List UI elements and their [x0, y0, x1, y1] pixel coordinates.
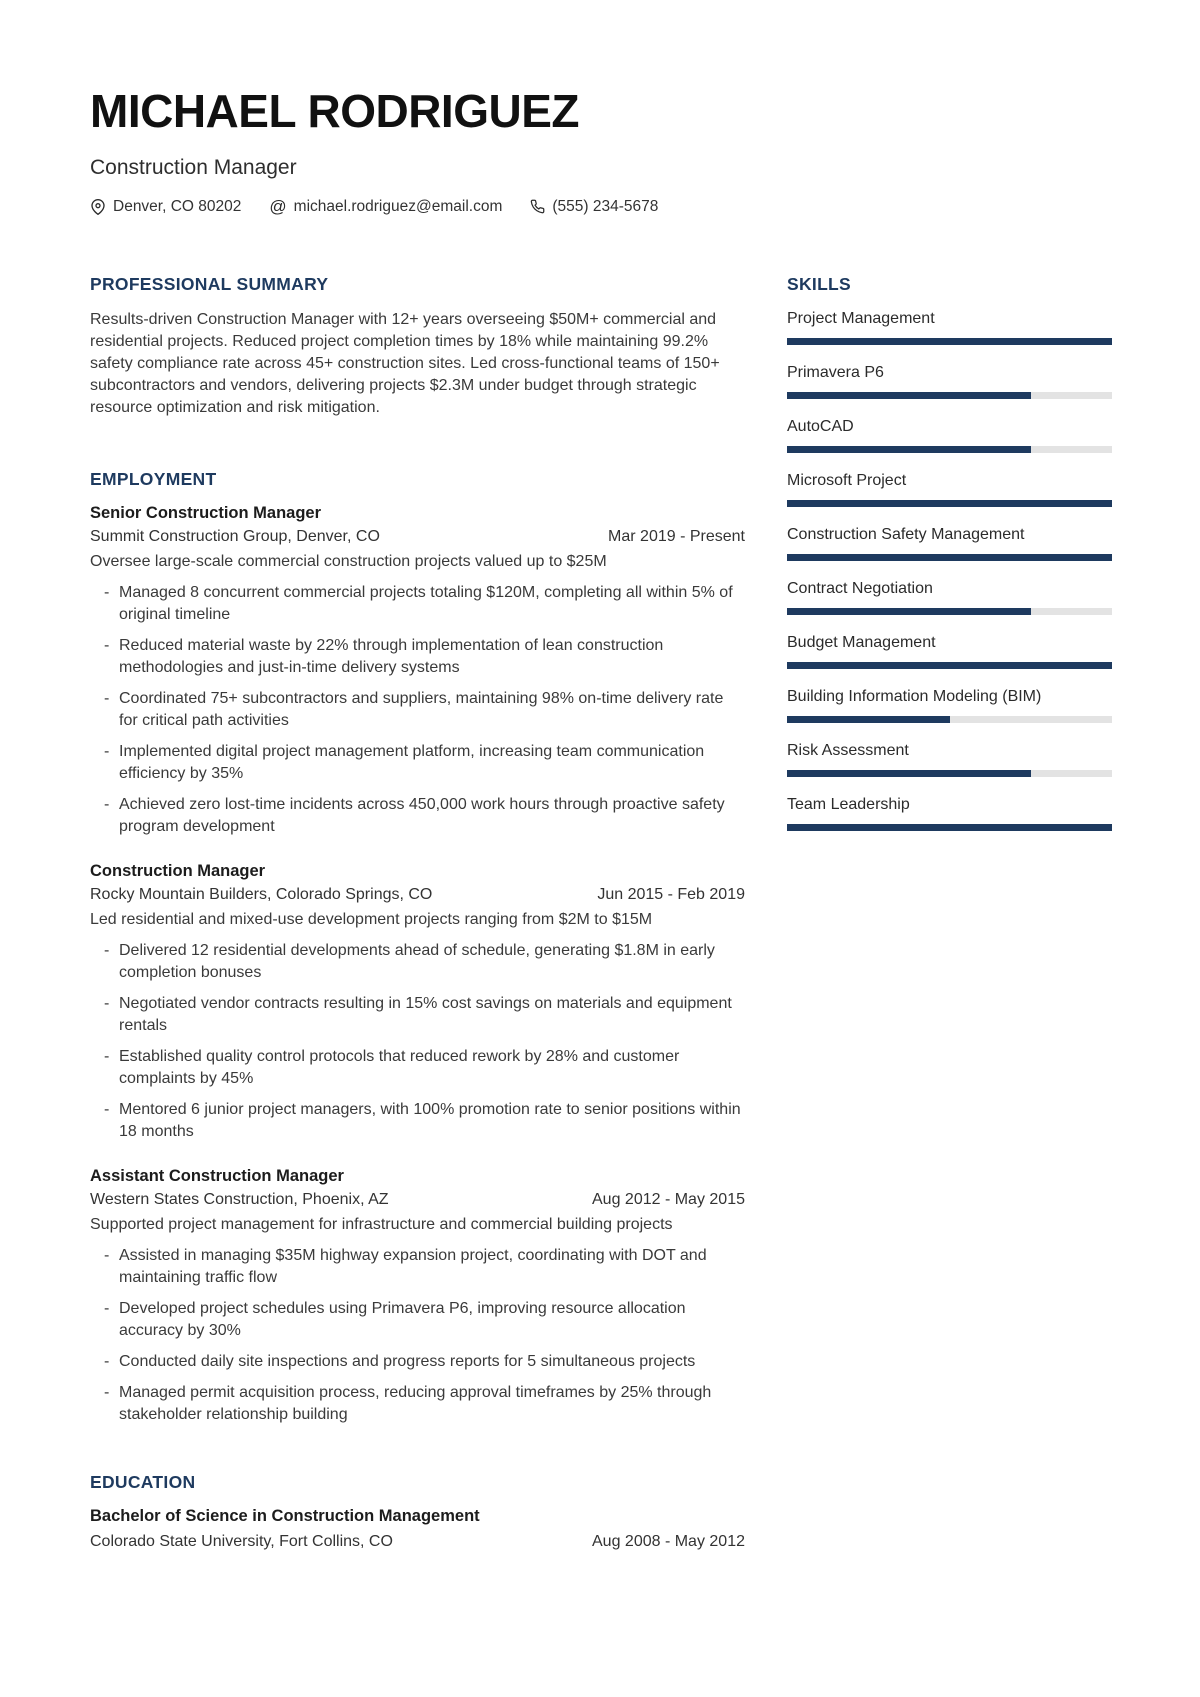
skill-bar: [787, 824, 1112, 831]
location-pin-icon: [90, 199, 106, 215]
job-bullet: - Achieved zero lost-time incidents across 450,000 work hours through proactive safety program development: [90, 794, 745, 838]
job-company-row: [90, 528, 745, 546]
job-bullet: - Reduced material waste by 22% through implementation of lean construction methodologies and just-in-time delivery systems: [90, 635, 745, 679]
skill-bar: [787, 662, 1112, 669]
summary-heading: PROFESSIONAL SUMMARY: [90, 273, 329, 294]
job-company-row: [90, 1191, 745, 1209]
skill-label: Building Information Modeling (BIM): [787, 687, 1042, 705]
skill-bar: [787, 392, 1112, 399]
job-bullet: - Established quality control protocols that reduced rework by 28% and customer complaints by 45%: [90, 1046, 745, 1090]
skill-bar: [787, 446, 1112, 453]
skill-item: [787, 741, 1112, 777]
job-company-row: [90, 886, 745, 904]
skill-label: Risk Assessment: [787, 741, 909, 759]
email-at-icon: @: [269, 197, 287, 217]
job-company: Western States Construction, Phoenix, AZ: [90, 1190, 389, 1208]
skill-label: Primavera P6: [787, 363, 884, 381]
job-title: Construction Manager: [90, 861, 266, 880]
skill-bar-fill: [787, 662, 1112, 669]
skill-bar-fill: [787, 770, 1031, 777]
contact-location: [90, 198, 241, 216]
skill-item: [787, 363, 1112, 399]
skill-bar: [787, 338, 1112, 345]
job-title: Assistant Construction Manager: [90, 1166, 344, 1185]
jobs-list: [90, 504, 745, 1426]
contact-phone: [530, 198, 658, 216]
contact-email: [269, 198, 502, 216]
education-school: Colorado State University, Fort Collins, CO: [90, 1532, 393, 1550]
skill-bar-fill: [787, 608, 1031, 615]
job-bullet: - Conducted daily site inspections and progress reports for 5 simultaneous projects: [90, 1351, 745, 1373]
job-bullets: [90, 582, 745, 838]
skill-item: [787, 579, 1112, 615]
section-education: [90, 1472, 745, 1551]
skill-bar-fill: [787, 554, 1112, 561]
skills-list: [787, 309, 1112, 831]
job-description: Supported project management for infrastructure and commercial building projects: [90, 1215, 673, 1233]
skill-bar-fill: [787, 716, 950, 723]
skill-label: Budget Management: [787, 633, 936, 651]
section-skills: [787, 274, 1112, 831]
job-description: Led residential and mixed-use development projects ranging from $2M to $15M: [90, 910, 653, 928]
education-degree: Bachelor of Science in Construction Management: [90, 1506, 480, 1525]
job-bullet: - Developed project schedules using Primavera P6, improving resource allocation accuracy by 30%: [90, 1298, 745, 1342]
job-dates: Mar 2019 - Present: [608, 527, 745, 545]
job-bullet: - Managed 8 concurrent commercial projects totaling $120M, completing all within 5% of original timeline: [90, 582, 745, 626]
skill-label: Team Leadership: [787, 795, 910, 813]
job-bullet: - Implemented digital project management platform, increasing team communication efficiency by 35%: [90, 741, 745, 785]
resume-header: [90, 86, 1112, 216]
skill-label: Microsoft Project: [787, 471, 907, 489]
job-dates: Aug 2012 - May 2015: [592, 1190, 745, 1208]
skill-item: [787, 471, 1112, 507]
job-bullet: - Delivered 12 residential developments ahead of schedule, generating $1.8M in early completion bonuses: [90, 940, 745, 984]
contact-phone-text: (555) 234-5678: [552, 197, 659, 215]
skill-label: Construction Safety Management: [787, 525, 1025, 543]
contact-row: [90, 198, 1112, 216]
content-columns: [90, 274, 1112, 1551]
summary-text: Results-driven Construction Manager with 12+ years overseeing $50M+ commercial and residential projects. Reduced project completion times by 18% while maintaining 99.2% safety compliance rate across 45+ construction sites. Led cross-functional teams of 150+ subcontractors and vendors, delivering projects $2.3M under budget through strategic resource optimization and risk mitigation.: [90, 310, 720, 416]
skill-bar: [787, 770, 1112, 777]
skill-bar: [787, 554, 1112, 561]
main-column: [90, 274, 745, 1551]
employment-heading: EMPLOYMENT: [90, 468, 217, 489]
job-company: Rocky Mountain Builders, Colorado Springs, CO: [90, 885, 433, 903]
skill-bar-fill: [787, 500, 1112, 507]
job-bullet: - Assisted in managing $35M highway expansion project, coordinating with DOT and maintaining traffic flow: [90, 1245, 745, 1289]
job-bullet: - Managed permit acquisition process, reducing approval timeframes by 25% through stakeholder relationship building: [90, 1382, 745, 1426]
skill-bar: [787, 608, 1112, 615]
section-professional-summary: [90, 274, 745, 419]
job-item: [90, 862, 745, 1143]
job-bullets: [90, 940, 745, 1143]
job-bullets: [90, 1245, 745, 1426]
skill-item: [787, 525, 1112, 561]
skill-item: [787, 633, 1112, 669]
skill-item: [787, 687, 1112, 723]
section-employment: [90, 469, 745, 1426]
skill-bar-fill: [787, 392, 1031, 399]
skill-item: [787, 795, 1112, 831]
job-company: Summit Construction Group, Denver, CO: [90, 527, 380, 545]
contact-location-text: Denver, CO 80202: [113, 197, 242, 215]
skill-label: Project Management: [787, 309, 935, 327]
job-item: [90, 504, 745, 838]
person-name: MICHAEL RODRIGUEZ: [90, 85, 579, 137]
skill-label: AutoCAD: [787, 417, 854, 435]
skill-item: [787, 417, 1112, 453]
job-bullet: - Mentored 6 junior project managers, with 100% promotion rate to senior positions within 18 months: [90, 1099, 745, 1143]
job-item: [90, 1167, 745, 1426]
job-description: Oversee large-scale commercial construction projects valued up to $25M: [90, 552, 607, 570]
skill-bar-fill: [787, 338, 1112, 345]
phone-icon: [530, 199, 545, 214]
job-bullet: - Coordinated 75+ subcontractors and suppliers, maintaining 98% on-time delivery rate for critical path activities: [90, 688, 745, 732]
person-headline: Construction Manager: [90, 155, 297, 179]
job-title: Senior Construction Manager: [90, 503, 322, 522]
skill-item: [787, 309, 1112, 345]
skill-bar-fill: [787, 446, 1031, 453]
sidebar-column: [787, 274, 1112, 849]
education-school-row: [90, 1533, 745, 1551]
skill-bar: [787, 716, 1112, 723]
skill-bar: [787, 500, 1112, 507]
job-bullet: - Negotiated vendor contracts resulting in 15% cost savings on materials and equipment rentals: [90, 993, 745, 1037]
education-dates: Aug 2008 - May 2012: [592, 1532, 745, 1550]
skills-heading: SKILLS: [787, 273, 852, 294]
education-heading: EDUCATION: [90, 1471, 196, 1492]
job-dates: Jun 2015 - Feb 2019: [597, 885, 745, 903]
skill-bar-fill: [787, 824, 1112, 831]
contact-email-text: michael.rodriguez@email.com: [293, 197, 503, 215]
skill-label: Contract Negotiation: [787, 579, 933, 597]
